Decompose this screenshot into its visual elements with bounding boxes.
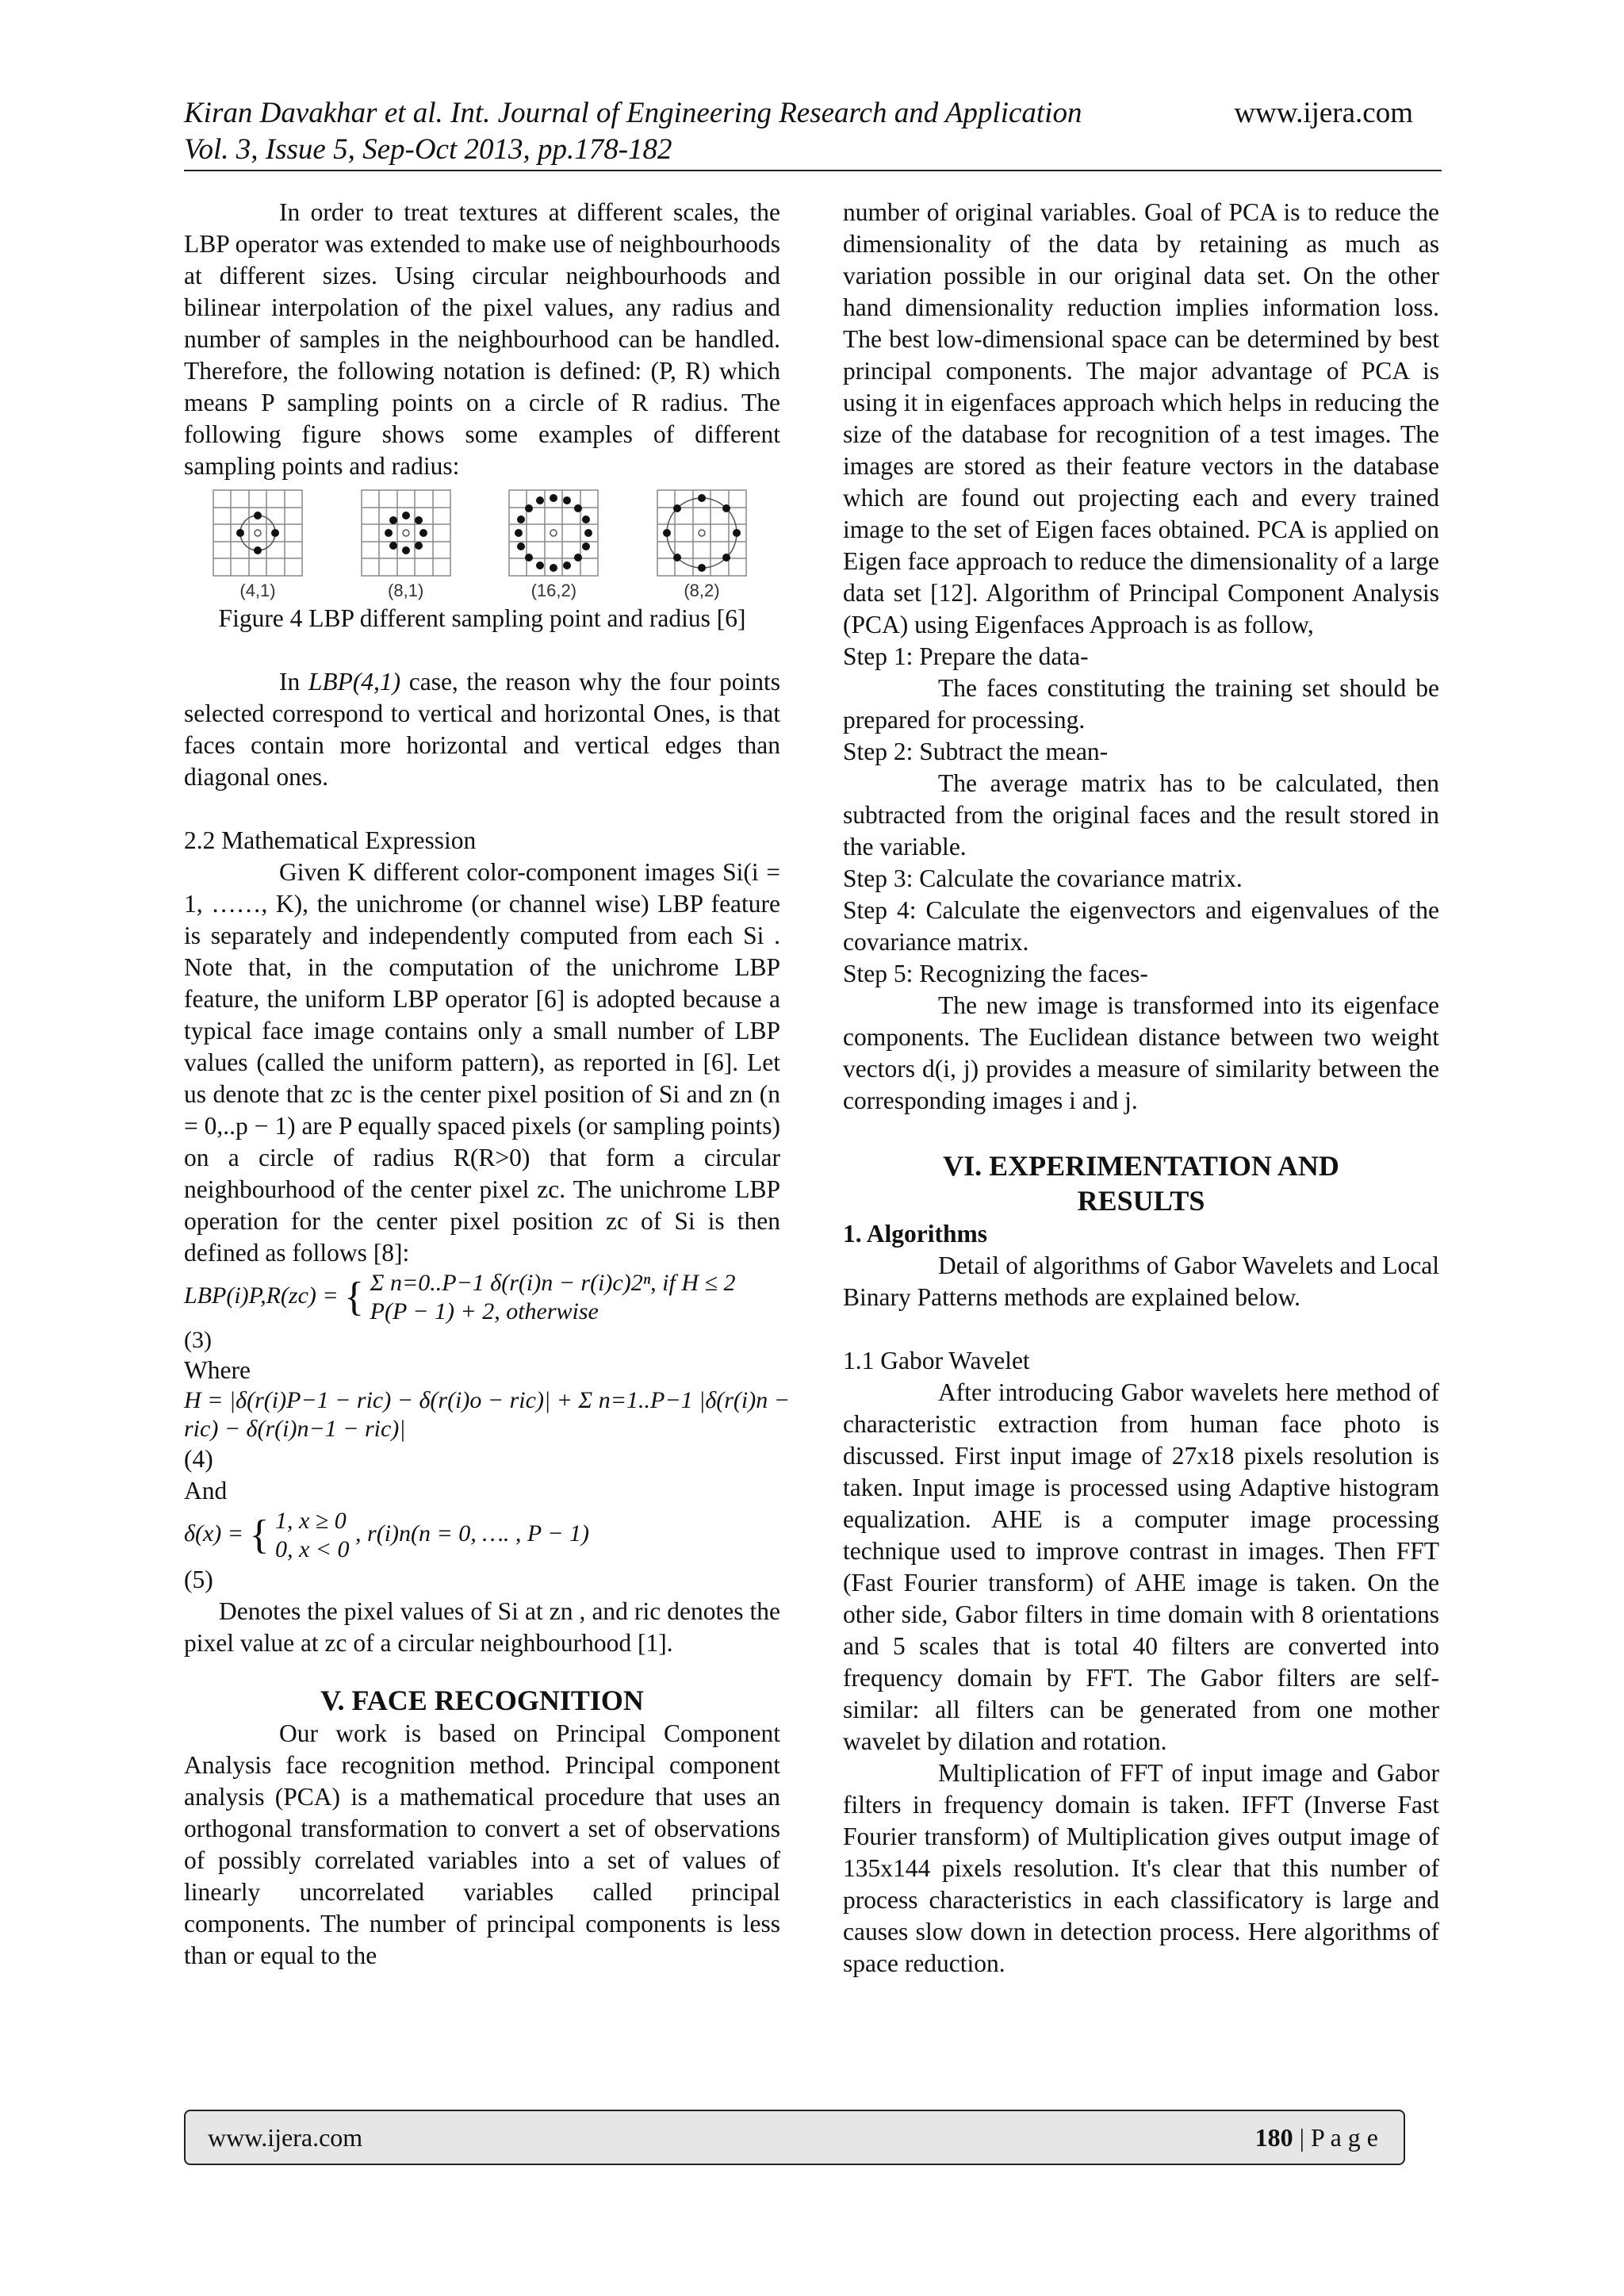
step-5-text: The new image is transformed into its eigenface components. The Euclidean distance between two weight vectors d(i, j) provides a measure of similarity between the corresponding images i and j.	[843, 991, 1439, 1114]
step-5-heading: Step 5: Recognizing the faces-	[843, 960, 1148, 987]
paragraph-algorithms: Detail of algorithms of Gabor Wavelets and Local Binary Patterns methods are explained below.	[843, 1251, 1439, 1311]
subsection-heading-math-expression: 2.2 Mathematical Expression	[184, 826, 477, 854]
equation-5-lhs: δ(x) =	[184, 1520, 243, 1547]
lbp-41-symbol: LBP(4,1)	[308, 668, 401, 696]
figure-label-8-1: (8,1)	[388, 581, 424, 600]
equation-5-number: (5)	[184, 1566, 213, 1593]
paragraph-pca-intro: Our work is based on Principal Component Analysis face recognition method. Principal component analysis (PCA) is a mathematical procedure that uses an orthogonal transformation to convert a set of observations of possibly correlated variables into a set of values of linearly uncorrelated variables called principal components. The number of principal components is less than or equal to the	[184, 1719, 780, 1969]
header-divider	[184, 170, 1442, 171]
right-column	[843, 197, 1439, 1980]
equation-4-line-1: H = |δ(r(i)P−1 − ric) − δ(r(i)o − ric)| + Σ n=1..P−1 |δ(r(i)n −	[184, 1387, 790, 1413]
equation-4-number: (4)	[184, 1445, 213, 1473]
sampling-grid-16-2	[506, 487, 601, 579]
footer-website[interactable]: www.ijera.com	[208, 2123, 363, 2152]
paragraph-gabor-2: Multiplication of FFT of input image and Gabor filters in frequency domain is taken. IFFT (Inverse Fast Fourier transform) of Multiplication gives output image of 135x144 pixels resolution. It's clear that this number of process characteristics in each classificatory is large and causes slow down in detection process. Here algorithms of space reduction.	[843, 1759, 1439, 1977]
paragraph-lbp-scales: In order to treat textures at different scales, the LBP operator was extended to make use of neighbourhoods at different sizes. Using circular neighbourhoods and bilinear interpolation of the pixel values, any radius and number of samples in the neighbourhood can be handled. Therefore, the following notation is defined: (P, R) which means P sampling points on a circle of R radius. The following figure shows some examples of different sampling points and radius:	[184, 198, 780, 480]
equation-4	[184, 1386, 790, 1443]
paragraph-math-expression: Given K different color-component images Si(i = 1, ……, K), the unichrome (or channel wise) LBP feature is separately and independently computed from each Si . Note that, in the computation of the unichrome LBP feature, the uniform LBP operator [6] is adopted because a typical face image contains only a small number of LBP values (called the uniform pattern), as reported in [6]. Let us denote that zc is the center pixel position of Si and zn (n = 0,..p − 1) are P equally spaced pixels (or sampling points) on a circle of radius R(R>0) that form a circular neighbourhood of the center pixel zc. The unichrome LBP operation for the center pixel position zc of Si is then defined as follows [8]:	[184, 858, 780, 1267]
section-heading-experimentation: VI. EXPERIMENTATION AND RESULTS	[943, 1150, 1339, 1217]
journal-citation-line1: Kiran Davakhar et al. Int. Journal of Engineering Research and Application	[184, 97, 1082, 129]
figure-label-16-2: (16,2)	[530, 581, 577, 600]
figure-panel-8-2	[642, 487, 761, 603]
equation-3-lhs: LBP(i)P,R(zc) =	[184, 1282, 339, 1309]
section-heading-face-recognition: V. FACE RECOGNITION	[320, 1685, 644, 1716]
sampling-grid-8-1	[358, 487, 454, 579]
figure-4-sampling-points	[198, 487, 761, 603]
figure-label-8-2: (8,2)	[684, 581, 720, 600]
figure-panel-16-2	[494, 487, 613, 603]
subsection-heading-gabor: 1.1 Gabor Wavelet	[843, 1347, 1030, 1374]
subsection-heading-algorithms: 1. Algorithms	[843, 1220, 988, 1248]
step-2-heading: Step 2: Subtract the mean-	[843, 738, 1109, 765]
journal-citation-line2: Vol. 3, Issue 5, Sep-Oct 2013, pp.178-182	[184, 133, 672, 166]
and-label: And	[184, 1477, 228, 1504]
equation-3-case-2: P(P − 1) + 2, otherwise	[370, 1298, 599, 1324]
left-column	[184, 197, 790, 1972]
equation-5-case-2: 0, x < 0	[274, 1536, 350, 1562]
equation-3: LBP(i)P,R(zc) = { Σ n=0..P−1 δ(r(i)n − r(i)c)2ⁿ, if H ≤ 2 P(P − 1) + 2, otherwise (3)	[184, 1269, 780, 1355]
step-3-heading: Step 3: Calculate the covariance matrix.	[843, 864, 1243, 892]
paragraph-pixel-values: Denotes the pixel values of Si at zn , and ric denotes the pixel value at zc of a circular neighbourhood [1].	[184, 1597, 780, 1657]
equation-5: δ(x) = { 1, x ≥ 0 0, x < 0 , r(i)n(n = 0, …. , P − 1)	[184, 1508, 589, 1562]
figure-panel-4-1	[198, 487, 317, 603]
figure-label-4-1: (4,1)	[239, 581, 276, 600]
equation-4-line-2: ric) − δ(r(i)n−1 − ric)|	[184, 1416, 406, 1442]
figure-panel-8-1	[347, 487, 465, 603]
sampling-grid-8-2	[654, 487, 749, 579]
step-1-text: The faces constituting the training set should be prepared for processing.	[843, 674, 1439, 734]
equation-5-rhs: , r(i)n(n = 0, …. , P − 1)	[355, 1520, 589, 1547]
sampling-grid-4-1	[210, 487, 305, 579]
equation-3-case-1: Σ n=0..P−1 δ(r(i)n − r(i)c)2ⁿ, if H ≤ 2	[370, 1270, 736, 1296]
journal-website[interactable]: www.ijera.com	[1234, 97, 1413, 129]
equation-3-number: (3)	[184, 1327, 212, 1353]
paragraph-pca-goal: number of original variables. Goal of PCA is to reduce the dimensionality of the data by retaining as much as variation possible in our original data set. On the other hand dimensionality reduction implies information loss. The best low-dimensional space can be determined by best principal components. The major advantage of PCA is using it in eigenfaces approach which helps in reducing the size of the database for recognition of a test images. The images are stored as their feature vectors in the database which are found out projecting each and every trained image to the set of Eigen faces obtained. PCA is applied on Eigen face approach to reduce the dimensionality of a large data set [12]. Algorithm of Principal Component Analysis (PCA) using Eigenfaces Approach is as follow,	[843, 198, 1439, 638]
footer-page-number: 180 | P a g e	[1254, 2123, 1378, 2152]
step-2-text: The average matrix has to be calculated, then subtracted from the original faces and the result stored in the variable.	[843, 769, 1439, 861]
running-header	[184, 95, 1413, 168]
page-footer	[184, 2110, 1405, 2165]
step-4-heading: Step 4: Calculate the eigenvectors and eigenvalues of the covariance matrix.	[843, 896, 1439, 956]
paragraph-gabor-1: After introducing Gabor wavelets here method of characteristic extraction from human face photo is discussed. First input image of 27x18 pixels resolution is taken. Input image is processed using Adaptive histogram equalization. AHE is a computer image processing technique used to improve contrast in images. Then FFT (Fast Fourier transform) of AHE image is taken. On the other side, Gabor filters in time domain with 8 orientations and 5 scales that is total 40 filters are converted into frequency domain by FFT. The Gabor filters are self-similar: all filters can be generated from one mother wavelet by dilation and rotation.	[843, 1378, 1439, 1755]
figure-4-caption: Figure 4 LBP different sampling point and radius [6]	[218, 604, 746, 632]
equation-5-case-1: 1, x ≥ 0	[274, 1508, 347, 1534]
step-1-heading: Step 1: Prepare the data-	[843, 642, 1089, 670]
where-label: Where	[184, 1356, 251, 1384]
paragraph-lbp41: In LBP(4,1) case, the reason why the four points selected correspond to vertical and horizontal Ones, is that faces contain more horizontal and vertical edges than diagonal ones.	[184, 668, 781, 791]
